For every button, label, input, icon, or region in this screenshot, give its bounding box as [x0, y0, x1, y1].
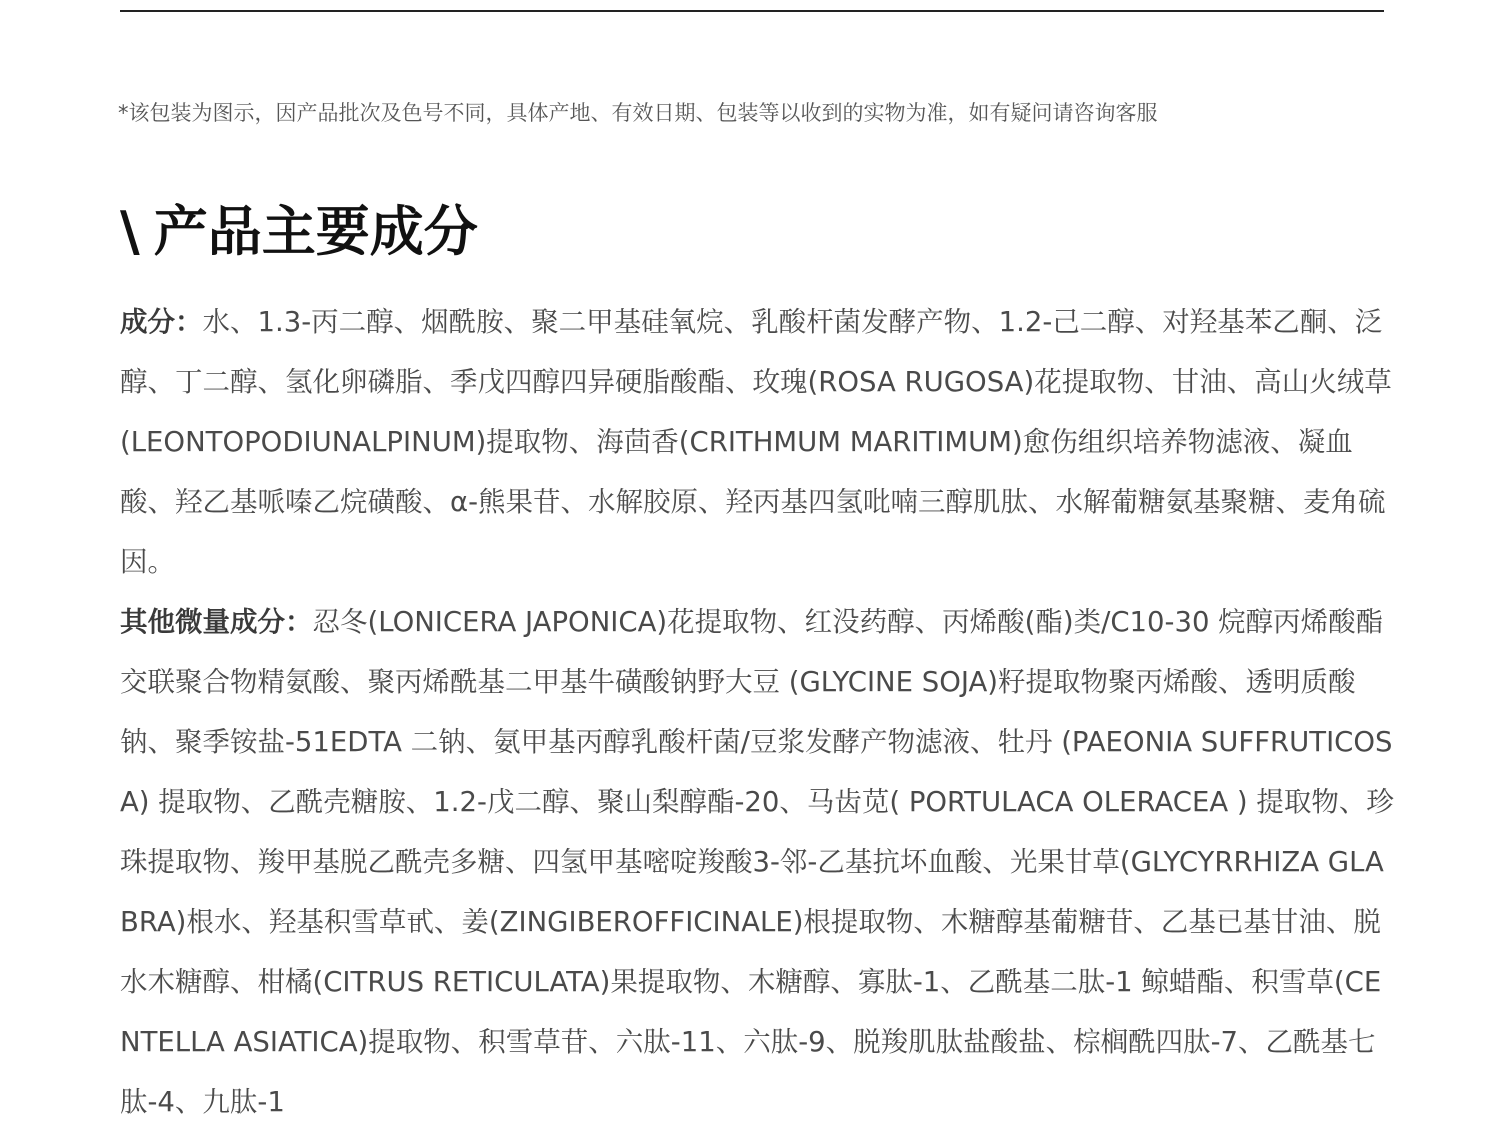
section-title-text: 产品主要成分 [153, 200, 478, 263]
section-title [120, 192, 1390, 272]
main-ingredients-label: 成分： [120, 306, 203, 338]
main-ingredients-text: 水、1.3-丙二醇、烟酰胺、聚二甲基硅氧烷、乳酸杆菌发酵产物、1.2-己二醇、对羟基苯乙酮、泛醇、丁二醇、氢化卵磷脂、季戊四醇四异硬脂酸酯、玫瑰(ROSA RUGOSA)花提取物、甘油、高山火绒草(LEONTOPODIUNALPINUM)提取物、海茴香(CRITHMUM MARITIMUM)愈伤组织培养物滤液、凝血酸、羟乙基哌嗪乙烷磺酸、α-熊果苷、水解胶原、羟丙基四氢吡喃三醇肌肽、水解葡糖氨基聚糖、麦角硫因。 [120, 306, 1392, 578]
trace-ingredients-paragraph [120, 592, 1396, 1132]
trace-ingredients-text: 忍冬(LONICERA JAPONICA)花提取物、红没药醇、丙烯酸(酯)类/C10-30 烷醇丙烯酸酯交联聚合物精氨酸、聚丙烯酰基二甲基牛磺酸钠野大豆 (GLYCINE SOJA)籽提取物聚丙烯酸、透明质酸钠、聚季铵盐-51EDTA 二钠、氨甲基丙醇乳酸杆菌/豆浆发酵产物滤液、牡丹 (PAEONIA SUFFRUTICOSA) 提取物、乙酰壳糖胺、1.2-戊二醇、聚山梨醇酯-20、马齿苋( PORTULACA OLERACEA ) 提取物、珍珠提取物、羧甲基脱乙酰壳多糖、四氢甲基嘧啶羧酸3-邻-乙基抗坏血酸、光果甘草(GLYCYRRHIZA GLABRA)根水、羟基积雪草甙、姜(ZINGIBEROFFICINALE)根提取物、木糖醇基葡糖苷、乙基已基甘油、脱水木糖醇、柑橘(CITRUS RETICULATA)果提取物、木糖醇、寡肽-1、乙酰基二肽-1 鲸蜡酯、积雪草(CENTELLA ASIATICA)提取物、积雪草苷、六肽-11、六肽-9、脱羧肌肽盐酸盐、棕榈酰四肽-7、乙酰基七肽-4、九肽-1 [120, 606, 1394, 1118]
top-divider [120, 10, 1384, 12]
main-ingredients-paragraph [120, 292, 1396, 592]
title-slash-mark: \ [120, 200, 140, 263]
packaging-disclaimer: *该包装为图示，因产品批次及色号不同，具体产地、有效日期、包装等以收到的实物为准，如有疑问请咨询客服 [118, 101, 1158, 125]
ingredients-block [120, 292, 1396, 1132]
trace-ingredients-label: 其他微量成分： [120, 606, 313, 638]
